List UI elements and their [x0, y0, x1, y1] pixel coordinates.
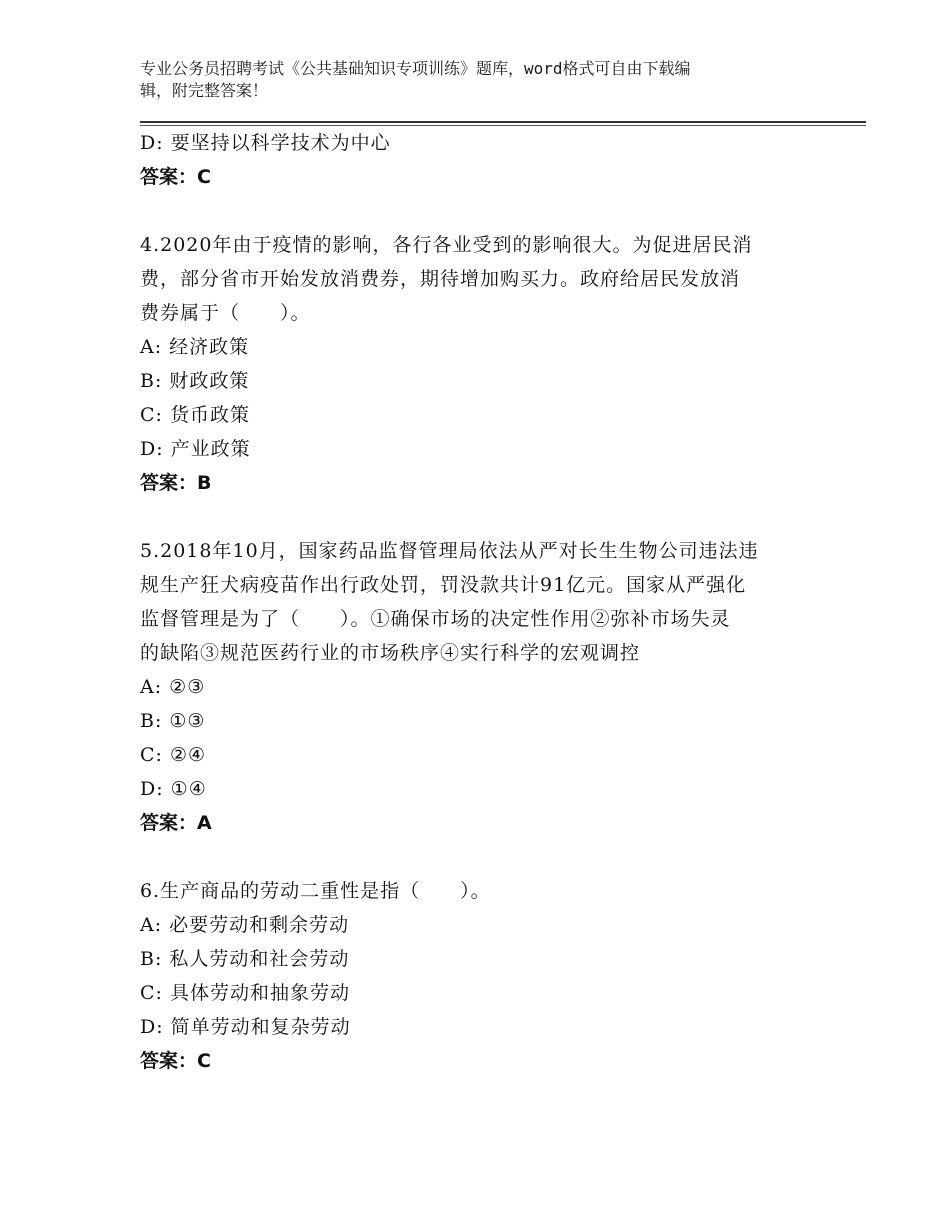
option-d: D: 简单劳动和复杂劳动 — [140, 1016, 351, 1038]
stem-line: 规生产狂犬病疫苗作出行政处罚，罚没款共计91亿元。国家从严强化 — [140, 574, 747, 596]
stem-line: 监督管理是为了（ ）。①确保市场的决定性作用②弥补市场失灵 — [140, 608, 731, 630]
answer-line: 答案：C — [140, 166, 211, 188]
answer-line: 答案：A — [140, 812, 212, 834]
option-a: A: 必要劳动和剩余劳动 — [140, 914, 350, 936]
answer-line: 答案：B — [140, 472, 212, 494]
document-body — [140, 126, 820, 1078]
header-line-2: 辑，附完整答案！ — [140, 81, 269, 100]
option-a: A: ②③ — [140, 676, 206, 698]
question-5 — [140, 534, 820, 840]
page-header — [140, 58, 820, 102]
answer-line: 答案：C — [140, 1050, 211, 1072]
option-d: D: ①④ — [140, 778, 207, 800]
stem-line: 费，部分省市开始发放消费券，期待增加购买力。政府给居民发放消 — [140, 268, 741, 290]
question-4 — [140, 228, 820, 500]
stem-line: 的缺陷③规范医药行业的市场秩序④实行科学的宏观调控 — [140, 642, 641, 664]
option-d: D: 要坚持以科学技术为中心 — [140, 132, 391, 154]
option-a: A: 经济政策 — [140, 336, 250, 358]
option-c: C: 具体劳动和抽象劳动 — [140, 982, 350, 1004]
question-stem — [140, 228, 820, 330]
option-c: C: 货币政策 — [140, 404, 250, 426]
header-line-1: 专业公务员招聘考试《公共基础知识专项训练》题库，word格式可自由下载编 — [140, 59, 691, 78]
option-c: C: ②④ — [140, 744, 207, 766]
stem-line: 6.生产商品的劳动二重性是指（ ）。 — [140, 880, 491, 902]
header-divider — [140, 121, 866, 123]
stem-line: 5.2018年10月，国家药品监督管理局依法从严对长生生物公司违法违 — [140, 540, 759, 562]
question-stem — [140, 874, 820, 908]
stem-line: 费券属于（ ）。 — [140, 302, 311, 324]
question-6 — [140, 874, 820, 1078]
option-b: B: 财政政策 — [140, 370, 250, 392]
stem-line: 4.2020年由于疫情的影响，各行各业受到的影响很大。为促进居民消 — [140, 234, 753, 256]
question-stem — [140, 534, 820, 670]
option-b: B: 私人劳动和社会劳动 — [140, 948, 350, 970]
option-b: B: ①③ — [140, 710, 206, 732]
previous-question-tail — [140, 126, 820, 194]
option-d: D: 产业政策 — [140, 438, 251, 460]
